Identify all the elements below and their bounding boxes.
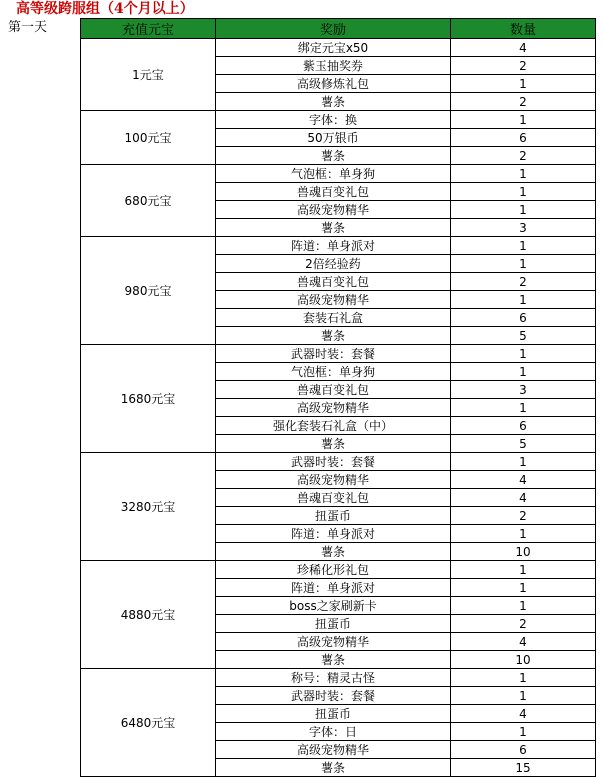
reward-name-cell: boss之家刷新卡 xyxy=(216,597,451,615)
table-header-row xyxy=(81,19,596,39)
reward-name-cell: 气泡框：单身狗 xyxy=(216,165,451,183)
recharge-amount-cell: 4880元宝 xyxy=(81,561,216,669)
reward-quantity-cell: 2 xyxy=(451,147,596,165)
table-row xyxy=(81,111,596,129)
column-header-recharge: 充值元宝 xyxy=(81,19,216,39)
reward-name-cell: 薯条 xyxy=(216,651,451,669)
reward-name-cell: 薯条 xyxy=(216,219,451,237)
reward-quantity-cell: 5 xyxy=(451,435,596,453)
reward-name-cell: 紫玉抽奖券 xyxy=(216,57,451,75)
reward-quantity-cell: 1 xyxy=(451,399,596,417)
reward-name-cell: 阵道：单身派对 xyxy=(216,525,451,543)
reward-quantity-cell: 4 xyxy=(451,471,596,489)
reward-name-cell: 武器时装：套餐 xyxy=(216,453,451,471)
reward-name-cell: 薯条 xyxy=(216,93,451,111)
reward-quantity-cell: 6 xyxy=(451,741,596,759)
column-header-quantity: 数量 xyxy=(451,19,596,39)
reward-name-cell: 兽魂百变礼包 xyxy=(216,273,451,291)
reward-quantity-cell: 2 xyxy=(451,93,596,111)
reward-quantity-cell: 1 xyxy=(451,687,596,705)
reward-quantity-cell: 1 xyxy=(451,669,596,687)
table-row xyxy=(81,39,596,57)
reward-name-cell: 武器时装：套餐 xyxy=(216,345,451,363)
reward-name-cell: 2倍经验药 xyxy=(216,255,451,273)
reward-quantity-cell: 10 xyxy=(451,651,596,669)
reward-quantity-cell: 2 xyxy=(451,57,596,75)
table-row xyxy=(81,669,596,687)
reward-name-cell: 薯条 xyxy=(216,435,451,453)
reward-quantity-cell: 1 xyxy=(451,291,596,309)
reward-name-cell: 兽魂百变礼包 xyxy=(216,489,451,507)
reward-name-cell: 绑定元宝x50 xyxy=(216,39,451,57)
table-row xyxy=(81,345,596,363)
reward-name-cell: 称号：精灵古怪 xyxy=(216,669,451,687)
reward-name-cell: 扭蛋币 xyxy=(216,705,451,723)
reward-name-cell: 套装石礼盒 xyxy=(216,309,451,327)
reward-name-cell: 50万银币 xyxy=(216,129,451,147)
reward-name-cell: 薯条 xyxy=(216,147,451,165)
recharge-amount-cell: 6480元宝 xyxy=(81,669,216,777)
recharge-amount-cell: 3280元宝 xyxy=(81,453,216,561)
reward-quantity-cell: 4 xyxy=(451,705,596,723)
reward-quantity-cell: 1 xyxy=(451,579,596,597)
column-header-reward: 奖励 xyxy=(216,19,451,39)
reward-quantity-cell: 2 xyxy=(451,615,596,633)
reward-quantity-cell: 6 xyxy=(451,417,596,435)
reward-quantity-cell: 1 xyxy=(451,363,596,381)
recharge-amount-cell: 100元宝 xyxy=(81,111,216,165)
reward-name-cell: 气泡框：单身狗 xyxy=(216,363,451,381)
table-row xyxy=(81,561,596,579)
reward-name-cell: 薯条 xyxy=(216,327,451,345)
reward-quantity-cell: 4 xyxy=(451,39,596,57)
reward-quantity-cell: 1 xyxy=(451,183,596,201)
reward-quantity-cell: 4 xyxy=(451,489,596,507)
reward-name-cell: 阵道：单身派对 xyxy=(216,579,451,597)
reward-quantity-cell: 6 xyxy=(451,309,596,327)
reward-name-cell: 薯条 xyxy=(216,759,451,777)
reward-name-cell: 珍稀化形礼包 xyxy=(216,561,451,579)
reward-name-cell: 武器时装：套餐 xyxy=(216,687,451,705)
reward-quantity-cell: 1 xyxy=(451,597,596,615)
reward-quantity-cell: 1 xyxy=(451,75,596,93)
reward-quantity-cell: 1 xyxy=(451,201,596,219)
page-title: 高等级跨服组（4个月以上） xyxy=(16,1,194,17)
table-row xyxy=(81,165,596,183)
reward-name-cell: 薯条 xyxy=(216,543,451,561)
reward-quantity-cell: 1 xyxy=(451,525,596,543)
reward-quantity-cell: 2 xyxy=(451,273,596,291)
reward-quantity-cell: 3 xyxy=(451,219,596,237)
reward-quantity-cell: 1 xyxy=(451,165,596,183)
reward-name-cell: 强化套装石礼盒（中） xyxy=(216,417,451,435)
reward-quantity-cell: 1 xyxy=(451,561,596,579)
reward-name-cell: 扭蛋币 xyxy=(216,615,451,633)
reward-name-cell: 兽魂百变礼包 xyxy=(216,381,451,399)
reward-quantity-cell: 2 xyxy=(451,507,596,525)
reward-quantity-cell: 3 xyxy=(451,381,596,399)
reward-name-cell: 高级宠物精华 xyxy=(216,741,451,759)
reward-name-cell: 字体：日 xyxy=(216,723,451,741)
reward-quantity-cell: 1 xyxy=(451,345,596,363)
reward-quantity-cell: 1 xyxy=(451,453,596,471)
reward-quantity-cell: 15 xyxy=(451,759,596,777)
reward-name-cell: 字体：换 xyxy=(216,111,451,129)
reward-quantity-cell: 1 xyxy=(451,255,596,273)
reward-name-cell: 阵道：单身派对 xyxy=(216,237,451,255)
reward-name-cell: 兽魂百变礼包 xyxy=(216,183,451,201)
recharge-amount-cell: 980元宝 xyxy=(81,237,216,345)
recharge-amount-cell: 1元宝 xyxy=(81,39,216,111)
reward-quantity-cell: 5 xyxy=(451,327,596,345)
day-label: 第一天 xyxy=(8,20,48,35)
recharge-amount-cell: 680元宝 xyxy=(81,165,216,237)
reward-name-cell: 高级宠物精华 xyxy=(216,291,451,309)
reward-quantity-cell: 1 xyxy=(451,111,596,129)
reward-table-body xyxy=(81,39,596,777)
reward-quantity-cell: 1 xyxy=(451,723,596,741)
reward-name-cell: 扭蛋币 xyxy=(216,507,451,525)
reward-table xyxy=(80,18,596,777)
table-row xyxy=(81,237,596,255)
reward-name-cell: 高级修炼礼包 xyxy=(216,75,451,93)
recharge-amount-cell: 1680元宝 xyxy=(81,345,216,453)
reward-quantity-cell: 10 xyxy=(451,543,596,561)
reward-name-cell: 高级宠物精华 xyxy=(216,201,451,219)
reward-quantity-cell: 6 xyxy=(451,129,596,147)
reward-name-cell: 高级宠物精华 xyxy=(216,633,451,651)
reward-name-cell: 高级宠物精华 xyxy=(216,399,451,417)
reward-quantity-cell: 1 xyxy=(451,237,596,255)
table-row xyxy=(81,453,596,471)
reward-name-cell: 高级宠物精华 xyxy=(216,471,451,489)
reward-quantity-cell: 4 xyxy=(451,633,596,651)
